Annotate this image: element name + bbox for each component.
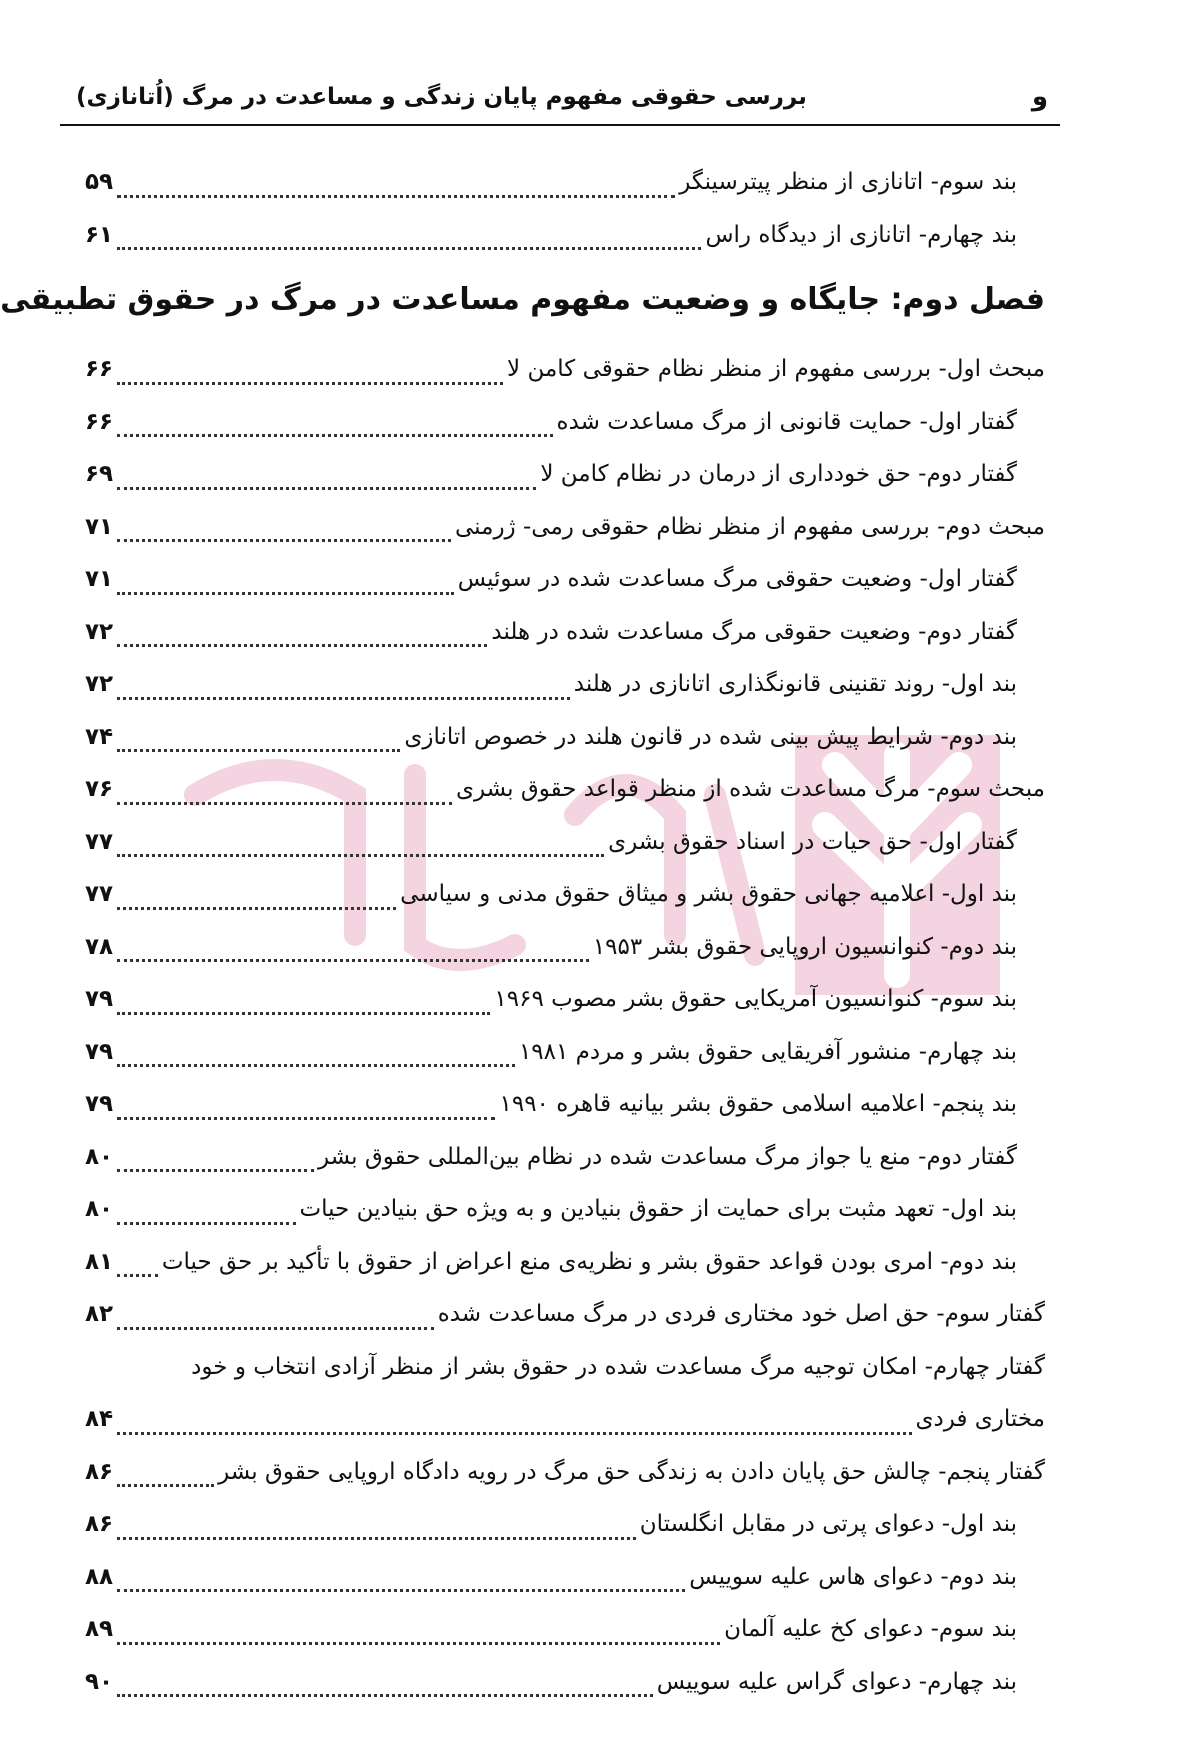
toc-chapter-heading [0,265,1045,335]
toc-entry-page: ۸۰ [85,1143,114,1170]
toc-entry-title: بند دوم- شرایط پیش بینی شده در قانون هلند در خصوص اتانازی [404,723,1017,750]
toc-entry-page: ۶۱ [85,221,114,248]
dot-leader [117,643,487,647]
dot-leader [117,194,675,198]
toc-entry-title: بند چهارم- اتانازی از دیدگاه راس [705,221,1017,248]
toc-entry [85,1026,1045,1079]
table-of-contents [0,156,1045,1708]
toc-entry-page: ۶۶ [85,356,114,382]
toc-entry-title: بند چهارم- منشور آفریقایی حقوق بشر و مردم ۱۹۸۱ [518,1038,1017,1065]
dot-leader [117,1693,653,1697]
toc-entry-title: بند سوم- دعوای کخ علیه آلمان [724,1616,1017,1642]
toc-entry-title: بند سوم- اتانازی از منظر پیترسینگر [679,169,1017,195]
toc-entry [85,1236,1045,1289]
toc-entry-title-line2: مختاری فردی [915,1406,1045,1432]
toc-entry-title: بند دوم- کنوانسیون اروپایی حقوق بشر ۱۹۵۳ [592,933,1017,960]
running-header [60,78,1060,126]
toc-entry-title: بند سوم- کنوانسیون آمریکایی حقوق بشر مصوب ۱۹۶۹ [494,986,1017,1012]
dot-leader [117,381,503,385]
dot-leader [117,486,536,490]
toc-entry [85,1551,1045,1604]
toc-entry [85,1288,1045,1341]
toc-entry [85,1603,1045,1656]
toc-entry-page: ۸۹ [85,1616,114,1642]
toc-entry [85,711,1045,764]
toc-entry-page: ۷۴ [85,723,114,750]
toc-entry [85,816,1045,869]
dot-leader [117,1011,490,1015]
toc-entry [85,1131,1045,1184]
toc-entry [85,343,1045,396]
toc-entry-page: ۷۱ [85,513,114,540]
toc-entry [85,921,1045,974]
dot-leader [117,906,396,910]
toc-entry-title: مبحث سوم- مرگ مساعدت شده از منظر قواعد حقوق بشری [455,776,1045,802]
toc-entry-wrapped-line [85,1341,1045,1394]
dot-leader [117,1326,434,1330]
toc-entry-title: بند اول- روند تقنینی قانونگذاری اتانازی در هلند [573,671,1017,697]
toc-entry-title: بند اول- تعهد مثبت برای حمایت از حقوق بنیادین و به ویژه حق بنیادین حیات [299,1196,1017,1222]
toc-entry-title: بند دوم- دعوای هاس علیه سوییس [689,1563,1017,1590]
toc-entry [85,1498,1045,1551]
toc-entry-title-line1: گفتار چهارم- امکان توجیه مرگ مساعدت شده در حقوق بشر از منظر آزادی انتخاب و خود [191,1353,1045,1380]
dot-leader [117,1483,214,1487]
toc-entry [85,1078,1045,1131]
dot-leader [117,1588,685,1592]
dot-leader [117,853,604,857]
toc-entry-title: مبحث اول- بررسی مفهوم از منظر نظام حقوقی کامن لا [507,356,1045,382]
toc-entry [85,973,1045,1026]
dot-leader [117,1168,314,1172]
toc-entry-page: ۷۶ [85,776,114,802]
toc-entry [85,553,1045,606]
dot-leader [117,958,589,962]
toc-entry-title: بند چهارم- دعوای گراس علیه سوییس [656,1668,1017,1695]
toc-entry-page: ۶۶ [85,408,114,435]
toc-entry-title: گفتار اول- وضعیت حقوقی مرگ مساعدت شده در سوئیس [457,566,1017,592]
toc-entry-title: گفتار دوم- منع یا جواز مرگ مساعدت شده در نظام بین‌المللی حقوق بشر [317,1143,1017,1170]
dot-leader [117,1116,495,1120]
toc-entry [85,1183,1045,1236]
dot-leader [117,1063,515,1067]
dot-leader [117,801,452,805]
dot-leader [117,1221,295,1225]
toc-entry [85,1446,1045,1499]
dot-leader [117,1431,911,1435]
toc-entry-title: گفتار اول- حمایت قانونی از مرگ مساعدت شده [556,408,1017,435]
toc-entry-page: ۷۹ [85,986,114,1012]
toc-entry-page: ۸۱ [85,1248,114,1275]
toc-entry [85,868,1045,921]
toc-entry [85,1656,1045,1709]
dot-leader [117,696,570,700]
toc-entry-page: ۸۶ [85,1511,114,1537]
toc-entry-title: بند اول- اعلامیه جهانی حقوق بشر و میثاق حقوق مدنی و سیاسی [400,881,1017,907]
toc-entry-title: گفتار دوم- حق خودداری از درمان در نظام کامن لا [540,461,1017,487]
toc-entry-page: ۷۱ [85,566,114,592]
toc-entry-page: ۸۶ [85,1458,114,1485]
dot-leader [117,748,400,752]
dot-leader [117,1273,158,1277]
toc-entry-page: ۸۲ [85,1301,114,1327]
toc-entry-title: گفتار اول- حق حیات در اسناد حقوق بشری [608,828,1017,855]
toc-entry [85,606,1045,659]
toc-entry-page: ۷۲ [85,671,114,697]
toc-entry-page: ۸۴ [85,1406,114,1432]
toc-entry [85,1393,1045,1446]
toc-entry [85,448,1045,501]
dot-leader [117,591,454,595]
toc-entry [85,396,1045,449]
dot-leader [117,246,701,250]
dot-leader [117,538,451,542]
toc-entry [85,156,1045,209]
toc-entry [85,501,1045,554]
dot-leader [117,1641,720,1645]
toc-entry-page: ۷۷ [85,828,114,855]
toc-entry-page: ۷۹ [85,1038,114,1065]
toc-entry [85,209,1045,262]
toc-entry-title: گفتار پنجم- چالش حق پایان دادن به زندگی حق مرگ در رویه دادگاه اروپایی حقوق بشر [218,1458,1045,1485]
toc-entry-title: گفتار دوم- وضعیت حقوقی مرگ مساعدت شده در هلند [491,618,1017,645]
toc-entry-page: ۷۷ [85,881,114,907]
toc-entry-title: بند دوم- امری بودن قواعد حقوق بشر و نظریه‌ی منع اعراض از حقوق با تأکید بر حق حیات [161,1248,1017,1275]
toc-entry-page: ۷۸ [85,933,114,960]
header-book-title: بررسی حقوقی مفهوم پایان زندگی و مساعدت در مرگ (اُتانازی) [76,84,807,110]
toc-entry-page: ۶۹ [85,461,114,487]
toc-entry-title: مبحث دوم- بررسی مفهوم از منظر نظام حقوقی رمی- ژرمنی [455,513,1045,540]
toc-entry-title: بند اول- دعوای پرتی در مقابل انگلستان [639,1511,1017,1537]
toc-entry-page: ۹۰ [85,1668,114,1695]
toc-entry-page: ۵۹ [85,169,114,195]
chapter-title: فصل دوم: جایگاه و وضعیت مفهوم مساعدت در مرگ در حقوق تطبیقی [0,282,1045,317]
dot-leader [117,433,552,437]
toc-entry-page: ۸۰ [85,1196,114,1222]
toc-entry-title: بند پنجم- اعلامیه اسلامی حقوق بشر بیانیه قاهره ۱۹۹۰ [499,1091,1017,1117]
toc-entry-page: ۸۸ [85,1563,114,1590]
toc-entry-page: ۷۲ [85,618,114,645]
toc-entry-page: ۷۹ [85,1091,114,1117]
toc-entry-title: گفتار سوم- حق اصل خود مختاری فردی در مرگ مساعدت شده [437,1301,1045,1327]
toc-entry [85,763,1045,816]
dot-leader [117,1536,636,1540]
header-page-letter: و [1031,82,1048,112]
toc-entry [85,658,1045,711]
